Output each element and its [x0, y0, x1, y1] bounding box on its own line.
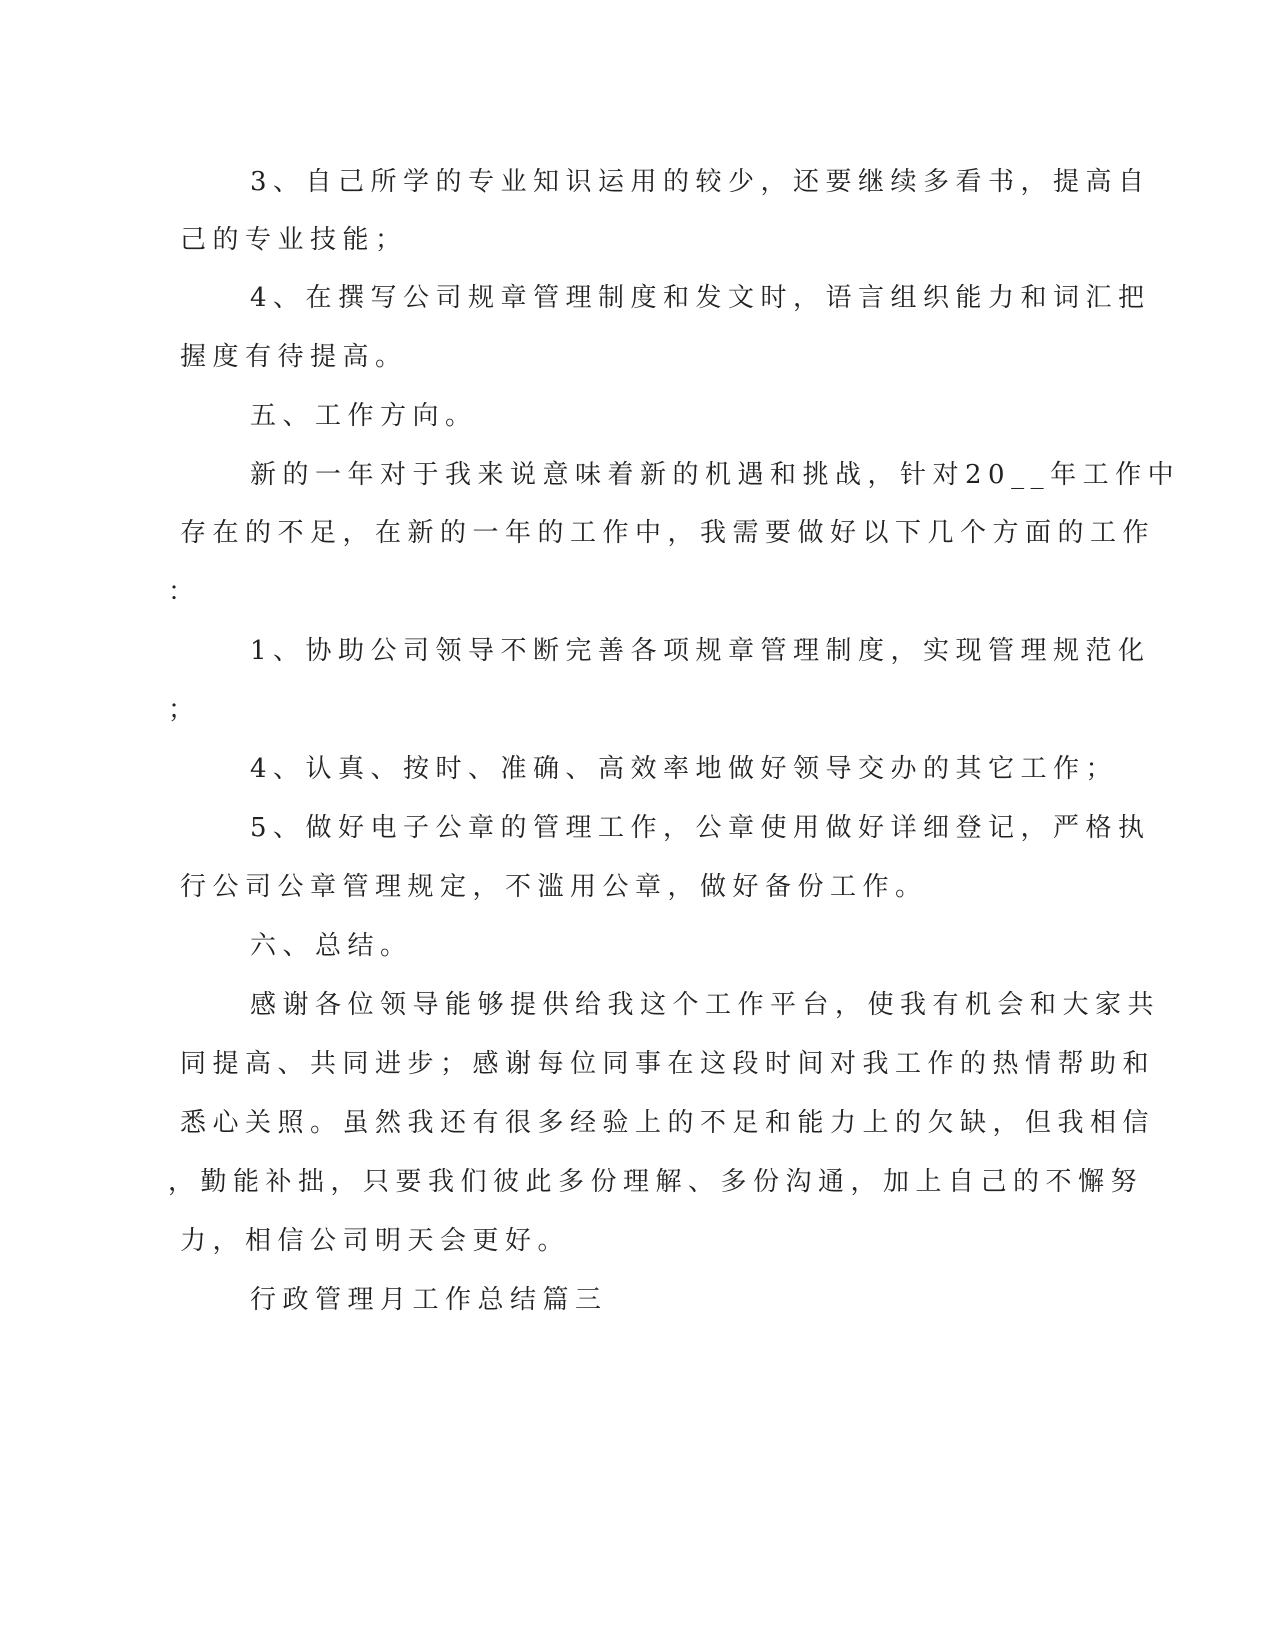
- text-line: 存在的不足，在新的一年的工作中，我需要做好以下几个方面的工作: [180, 518, 1156, 548]
- text-line: 行公司公章管理规定，不滥用公章，做好备份工作。: [180, 872, 928, 902]
- section-heading: 六、总结。: [250, 931, 413, 961]
- text-line: 力，相信公司明天会更好。: [180, 1226, 571, 1256]
- text-line: ：: [168, 577, 201, 607]
- text-line: ，勤能补拙，只要我们彼此多份理解、多份沟通，加上自己的不懈努: [168, 1167, 1144, 1197]
- text-line: 5、做好电子公章的管理工作，公章使用做好详细登记，严格执: [250, 813, 1151, 843]
- text-line: 1、协助公司领导不断完善各项规章管理制度，实现管理规范化: [250, 636, 1151, 666]
- text-line: 同提高、共同进步；感谢每位同事在这段时间对我工作的热情帮助和: [180, 1049, 1156, 1079]
- text-line: 3、自己所学的专业知识运用的较少，还要继续多看书，提高自: [250, 167, 1151, 197]
- text-line: 悉心关照。虽然我还有很多经验上的不足和能力上的欠缺，但我相信: [180, 1108, 1156, 1138]
- text-line: 己的专业技能；: [180, 225, 408, 255]
- text-line: 4、在撰写公司规章管理制度和发文时，语言组织能力和词汇把: [250, 283, 1151, 313]
- text-line: 4、认真、按时、准确、高效率地做好领导交办的其它工作；: [250, 754, 1119, 784]
- text-line: 握度有待提高。: [180, 342, 408, 372]
- text-line: 感谢各位领导能够提供给我这个工作平台，使我有机会和大家共: [250, 990, 1161, 1020]
- section-heading: 行政管理月工作总结篇三: [250, 1285, 608, 1315]
- section-heading: 五、工作方向。: [250, 401, 478, 431]
- text-line: ；: [168, 695, 201, 725]
- text-line: 新的一年对于我来说意味着新的机遇和挑战，针对20__年工作中: [250, 460, 1181, 490]
